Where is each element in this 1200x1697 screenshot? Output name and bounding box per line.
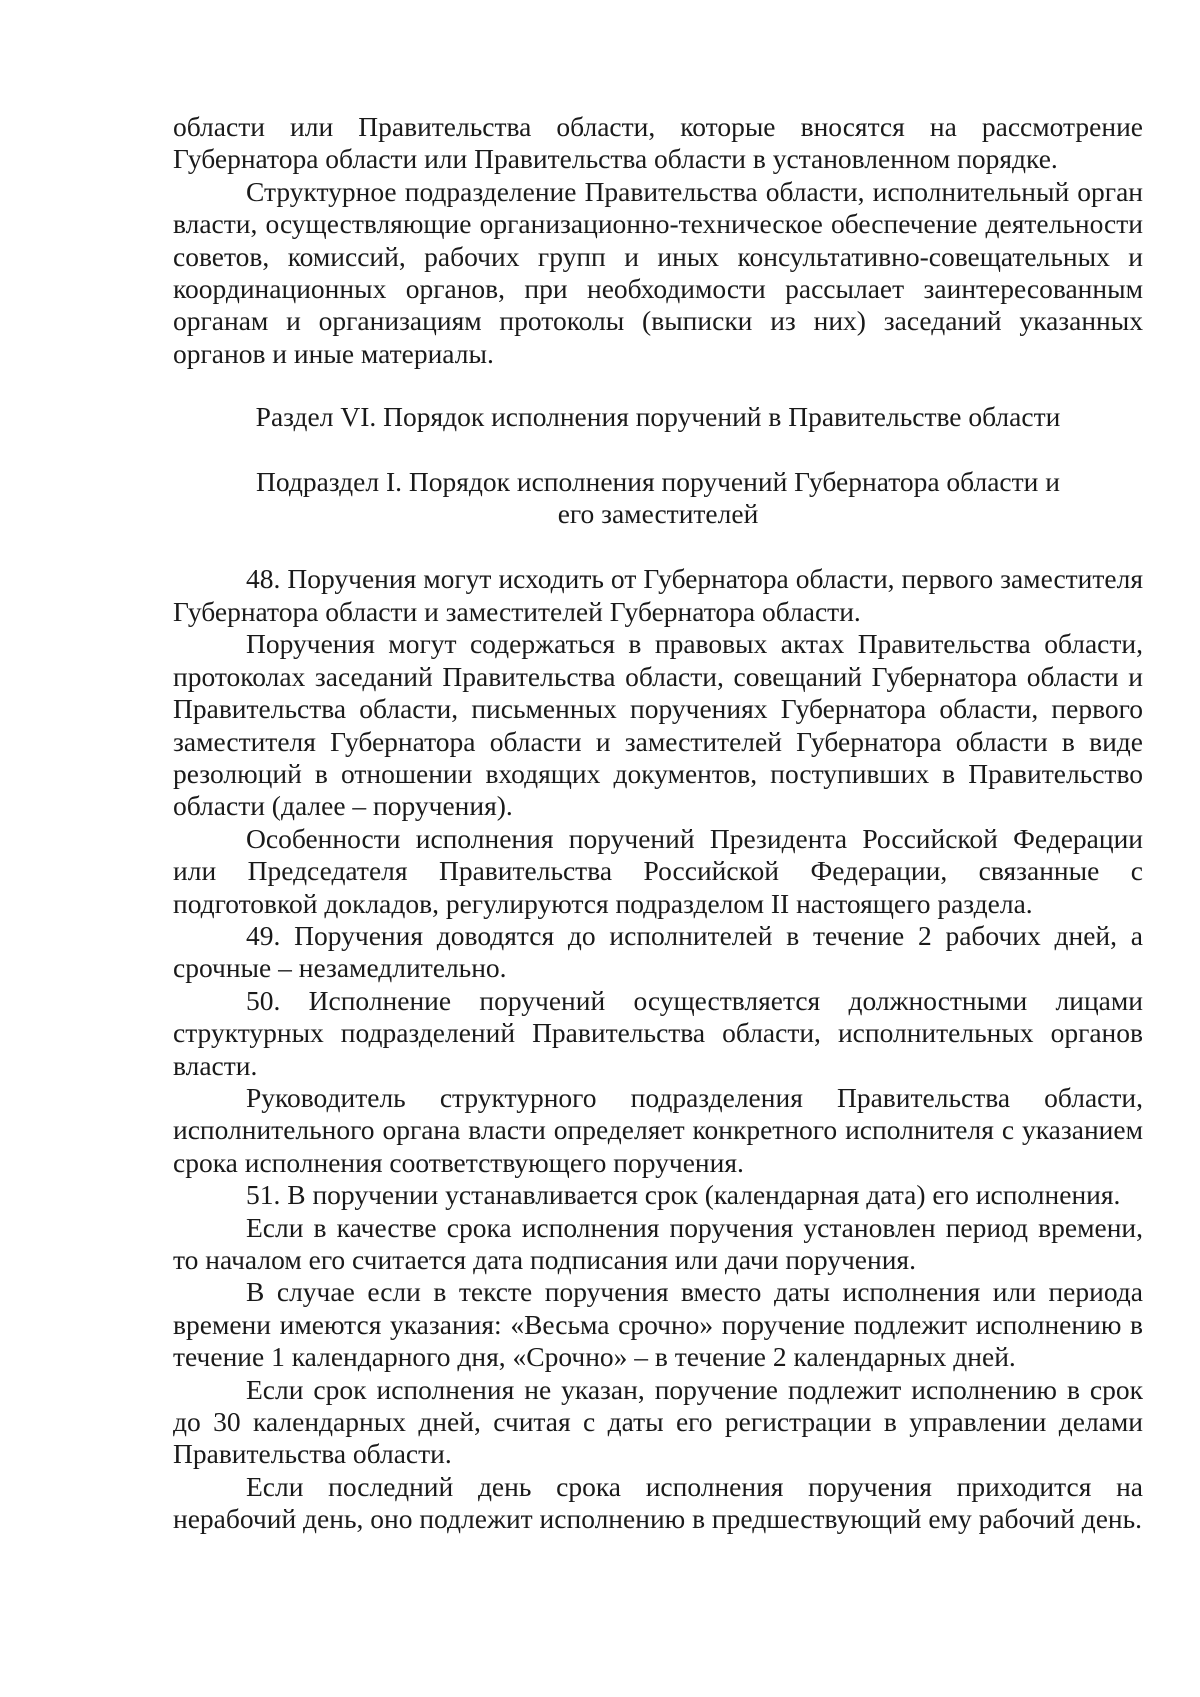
paragraph-48: 48. Поручения могут исходить от Губернатора области, первого заместителя Губернатора области и заместителей Губернатора области. (173, 563, 1143, 627)
paragraph-continuation: области или Правительства области, которые вносятся на рассмотрение Губернатора области или Правительства области в установленном порядке. (173, 111, 1143, 175)
paragraph-structural-unit: Структурное подразделение Правительства области, исполнительный орган власти, осуществляющие организационно-техническое обеспечение деятельности советов, комиссий, рабочих групп и иных консультативно-совещательных и координационных органов, при необходимости рассылает заинтересованным органам и организациям протоколы (выписки из них) заседаний указанных органов и иные материалы. (173, 175, 1143, 369)
paragraph-51-nonworking-day: Если последний день срока исполнения поручения приходится на нерабочий день, оно подлежит исполнению в предшествующий ему рабочий день. (173, 1470, 1143, 1535)
subsection-heading: Подраздел I. Порядок исполнения поручений Губернатора области и его заместителей (256, 465, 1060, 530)
paragraph-50: 50. Исполнение поручений осуществляется должностными лицами структурных подразделений Правительства области, исполнительных органов власти. (173, 984, 1143, 1081)
section-heading: Раздел VI. Порядок исполнения поручений в Правительстве области (255, 401, 1061, 433)
paragraph-48-instructions-sources: Поручения могут содержаться в правовых актах Правительства области, протоколах заседаний Правительства области, совещаний Губернатора области и Правительства области, письменных поручениях Губернатора области, первого заместителя Губернатора области и заместителей Губернатора области в виде резолюций в отношении входящих документов, поступивших в Правительство области (далее – поручения). (173, 628, 1143, 822)
paragraph-51-urgent: В случае если в тексте поручения вместо даты исполнения или периода времени имеются указания: «Весьма срочно» поручение подлежит исполнению в течение 1 календарного дня, «Срочно» – в течение 2 календарных дней. (173, 1276, 1143, 1373)
paragraph-51-period: Если в качестве срока исполнения поручения установлен период времени, то началом его считается дата подписания или дачи поручения. (173, 1211, 1143, 1275)
paragraph-49: 49. Поручения доводятся до исполнителей в течение 2 рабочих дней, а срочные – незамедлительно. (173, 919, 1143, 984)
paragraph-51-default-term: Если срок исполнения не указан, поручение подлежит исполнению в срок до 30 календарных дней, считая с даты его регистрации в управлении делами Правительства области. (173, 1373, 1143, 1470)
paragraph-51: 51. В поручении устанавливается срок (календарная дата) его исполнения. (246, 1179, 1121, 1211)
paragraph-48-president-instructions: Особенности исполнения поручений Президента Российской Федерации или Председателя Правительства Российской Федерации, связанные с подготовкой докладов, регулируются подразделом II настоящего раздела. (173, 822, 1143, 919)
document-body (173, 111, 1143, 1536)
paragraph-50-head-of-unit: Руководитель структурного подразделения Правительства области, исполнительного органа власти определяет конкретного исполнителя с указанием срока исполнения соответствующего поручения. (173, 1081, 1143, 1178)
